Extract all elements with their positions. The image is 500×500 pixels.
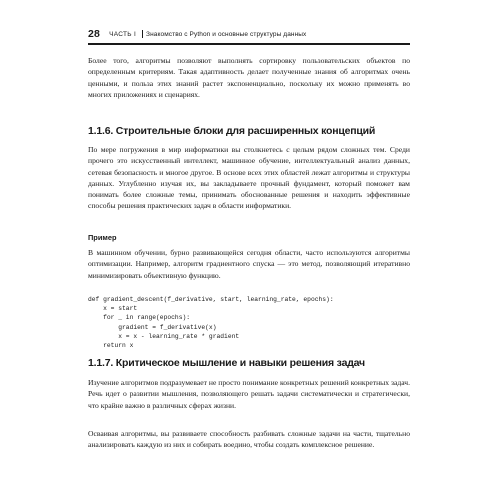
code-line: gradient = f_derivative(x) xyxy=(88,323,217,331)
code-line: x = x - learning_rate * gradient xyxy=(88,332,240,340)
part-label: ЧАСТЬ I xyxy=(109,30,137,38)
section-heading-1-1-7: 1.1.7. Критическое мышление и навыки решения задач xyxy=(88,357,365,369)
intro-paragraph: Более того, алгоритмы позволяют выполнять сортировку пользовательских объектов по определенным критериям. Такая адаптивность делает полученные знания об алгоритмах очень ценными, и польза этих знаний растет экспоненциально, поскольку их можно применять во многих приложениях и сценариях. xyxy=(88,56,410,99)
book-page xyxy=(88,0,410,500)
header-separator xyxy=(142,30,143,38)
code-line: return x xyxy=(88,341,134,349)
code-line: x = start xyxy=(88,305,138,313)
code-line: def gradient_descent(f_derivative, start, learning_rate, epochs): xyxy=(88,296,334,303)
page-number: 28 xyxy=(88,28,101,40)
running-header xyxy=(88,27,410,41)
code-listing xyxy=(88,295,334,350)
code-line: for _ in range(epochs): xyxy=(88,314,191,322)
header-rule xyxy=(88,43,410,45)
section-1-1-7-paragraph-1: Изучение алгоритмов подразумевает не просто понимание конкретных решений конкретных задач. Речь идет о развитии мышления, позволяющего решать задачи систематически и стратегически, что крайне важно в различных сферах жизни. xyxy=(88,378,410,410)
section-1-1-7-paragraph-2: Осваивая алгоритмы, вы развиваете способность разбивать сложные задачи на части, тщательно анализировать каждую из них и собирать воедино, чтобы создать комплексное решение. xyxy=(88,429,410,450)
section-heading-1-1-6: 1.1.6. Строительные блоки для расширенных концепций xyxy=(88,125,376,137)
example-heading: Пример xyxy=(88,233,117,242)
example-paragraph: В машинном обучении, бурно развивающейся сегодня области, часто используются алгоритмы оптимизации. Например, алгоритм градиентного спуска — это метод, позволяющий итеративно минимизировать объективную функцию. xyxy=(88,248,410,280)
section-1-1-6-paragraph: По мере погружения в мир информатики вы столкнетесь с целым рядом сложных тем. Среди прочего это искусственный интеллект, машинное обучение, интеллектуальный анализ данных, сетевая безопасность и многое другое. В основе всех этих областей лежат алгоритмы и структуры данных. Углубленно изучая их, вы закладываете прочный фундамент, который поможет вам понимать более сложные темы, принимать обоснованные решения и находить эффективные способы решения практических задач в области информатики. xyxy=(88,145,410,211)
part-title: Знакомство с Python и основные структуры данных xyxy=(146,30,307,38)
